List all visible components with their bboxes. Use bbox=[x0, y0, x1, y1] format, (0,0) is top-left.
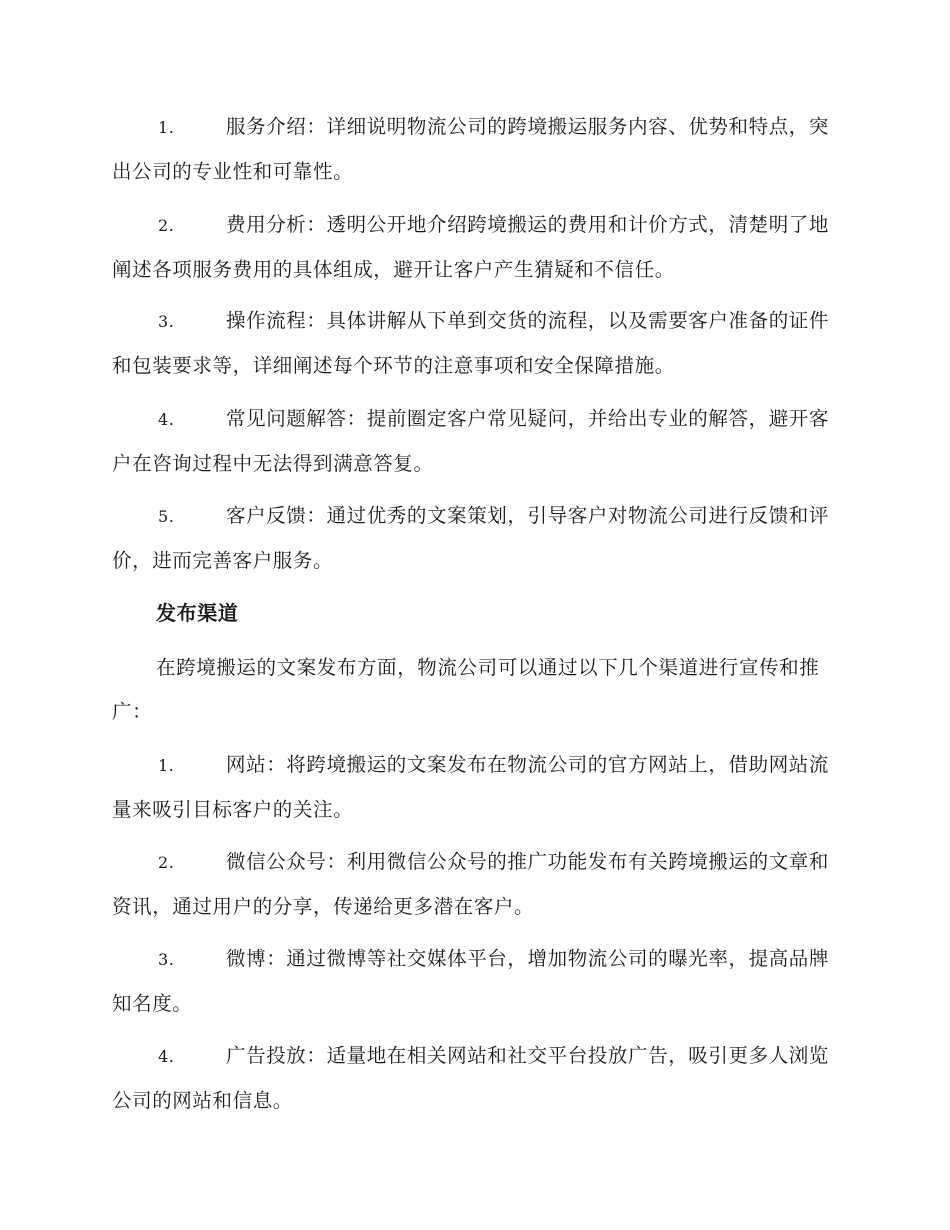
list-item bbox=[112, 840, 834, 929]
list-number: 1. bbox=[158, 756, 175, 775]
list-number: 3. bbox=[158, 312, 175, 331]
list-text: 操作流程：具体讲解从下单到交货的流程，以及需要客户准备的证件和包装要求等，详细阐述每个环节的注意事项和安全保障措施。 bbox=[112, 309, 830, 377]
list-text: 服务介绍：详细说明物流公司的跨境搬运服务内容、优势和特点，突出公司的专业性和可靠性。 bbox=[112, 115, 830, 183]
list-number: 5. bbox=[158, 507, 175, 526]
list-item bbox=[112, 203, 834, 292]
list-item bbox=[112, 494, 834, 583]
list-item bbox=[112, 105, 834, 194]
list-item bbox=[112, 299, 834, 388]
list-number: 3. bbox=[158, 950, 175, 969]
list-item bbox=[112, 743, 834, 832]
section-intro: 在跨境搬运的文案发布方面，物流公司可以通过以下几个渠道进行宣传和推广： bbox=[112, 656, 820, 723]
list-number: 2. bbox=[158, 853, 175, 872]
list-number: 4. bbox=[158, 410, 175, 429]
list-text: 费用分析：透明公开地介绍跨境搬运的费用和计价方式，清楚明了地阐述各项服务费用的具体组成，避开让客户产生猜疑和不信任。 bbox=[112, 213, 830, 281]
list-number: 4. bbox=[158, 1047, 175, 1066]
list-text: 客户反馈：通过优秀的文案策划，引导客户对物流公司进行反馈和评价，进而完善客户服务。 bbox=[112, 504, 830, 572]
list-text: 网站：将跨境搬运的文案发布在物流公司的官方网站上，借助网站流量来吸引目标客户的关注。 bbox=[112, 753, 830, 821]
list-text: 广告投放：适量地在相关网站和社交平台投放广告，吸引更多人浏览公司的网站和信息。 bbox=[112, 1044, 830, 1112]
list-text: 微信公众号：利用微信公众号的推广功能发布有关跨境搬运的文章和资讯，通过用户的分享，传递给更多潜在客户。 bbox=[112, 850, 830, 918]
list-number: 1. bbox=[158, 118, 175, 137]
list-item bbox=[112, 397, 834, 486]
list-text: 常见问题解答：提前圈定客户常见疑问，并给出专业的解答，避开客户在咨询过程中无法得到满意答复。 bbox=[112, 407, 830, 475]
list-text: 微博：通过微博等社交媒体平台，增加物流公司的曝光率，提高品牌知名度。 bbox=[112, 947, 830, 1015]
section-heading: 发布渠道 bbox=[156, 601, 239, 625]
list-item bbox=[112, 1034, 834, 1123]
list-item bbox=[112, 937, 834, 1026]
list-number: 2. bbox=[158, 216, 175, 235]
